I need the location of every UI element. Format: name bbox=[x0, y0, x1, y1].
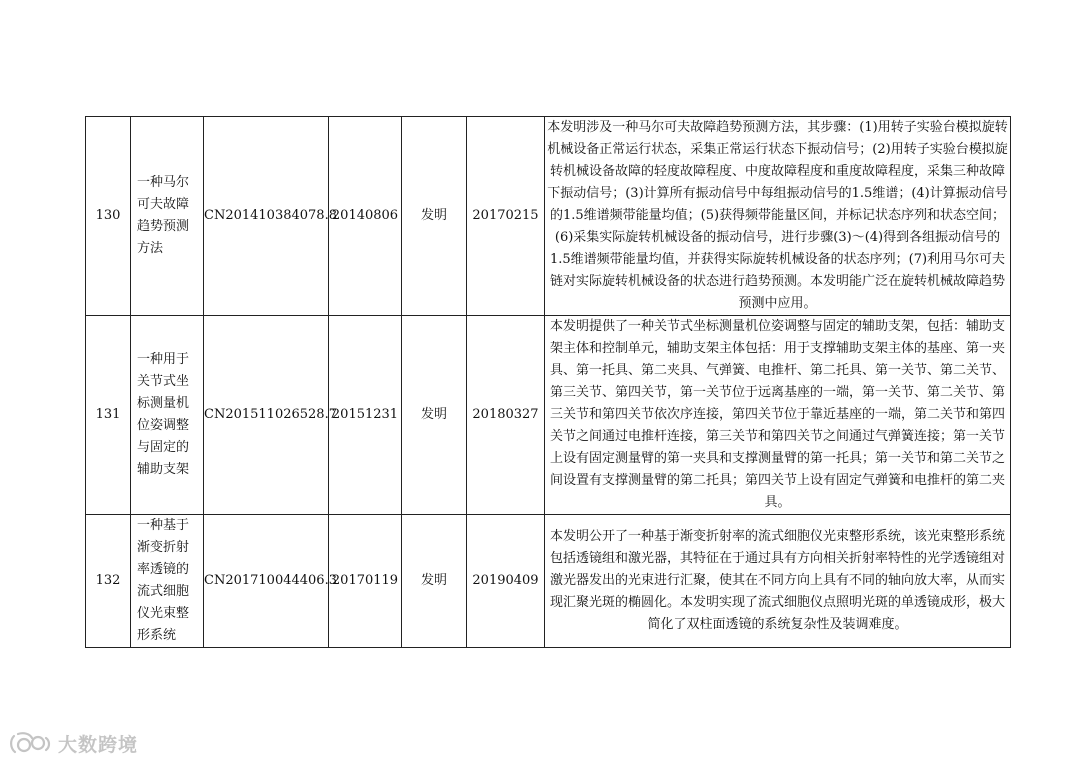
patent-type: 发明 bbox=[402, 117, 467, 316]
patent-name-cell bbox=[131, 117, 204, 316]
application-number: CN201710044406.3 bbox=[204, 515, 329, 648]
table-row bbox=[86, 515, 1011, 648]
patent-table bbox=[85, 116, 1011, 648]
watermark bbox=[8, 728, 138, 758]
table-row bbox=[86, 316, 1011, 515]
table-row bbox=[86, 117, 1011, 316]
weibo-style-logo-icon bbox=[8, 730, 54, 756]
row-number: 131 bbox=[86, 316, 131, 515]
patent-name-cell bbox=[131, 316, 204, 515]
application-number: CN201410384078.8 bbox=[204, 117, 329, 316]
patent-abstract: 本发明提供了一种关节式坐标测量机位姿调整与固定的辅助支架，包括：辅助支架主体和控制单元，辅助支架主体包括：用于支撑辅助支架主体的基座、第一夹具、第一托具、第二夹具、气弹簧、电推杆、第二托具、第一关节、第二关节、第三关节、第四关节，第一关节位于远离基座的一端，第一关节、第二关节、第三关节和第四关节依次序连接，第四关节位于靠近基座的一端，第二关节和第四关节之间通过电推杆连接，第三关节和第四关节之间通过气弹簧连接；第一关节上设有固定测量臂的第一夹具和支撑测量臂的第一托具；第一关节和第二关节之间设置有支撑测量臂的第二托具；第四关节上设有固定气弹簧和电推杆的第二夹具。 bbox=[545, 316, 1011, 515]
application-number: CN201511026528.7 bbox=[204, 316, 329, 515]
row-number: 130 bbox=[86, 117, 131, 316]
grant-date: 20180327 bbox=[467, 316, 545, 515]
patent-type: 发明 bbox=[402, 515, 467, 648]
patent-name: 一种马尔可夫故障趋势预测方法 bbox=[137, 175, 190, 256]
application-date: 20151231 bbox=[329, 316, 402, 515]
application-date: 20170119 bbox=[329, 515, 402, 648]
grant-date: 20170215 bbox=[467, 117, 545, 316]
patent-name: 一种用于关节式坐标测量机位姿调整与固定的辅助支架 bbox=[137, 352, 190, 477]
watermark-text: 大数跨境 bbox=[58, 733, 139, 756]
patent-type: 发明 bbox=[402, 316, 467, 515]
application-date: 20140806 bbox=[329, 117, 402, 316]
row-number: 132 bbox=[86, 515, 131, 648]
patent-abstract: 本发明公开了一种基于渐变折射率的流式细胞仪光束整形系统，该光束整形系统包括透镜组和激光器，其特征在于通过具有方向相关折射率特性的光学透镜组对激光器发出的光束进行汇聚，使其在不同方向上具有不同的轴向放大率，从而实现汇聚光斑的椭圆化。本发明实现了流式细胞仪点照明光斑的单透镜成形，极大简化了双柱面透镜的系统复杂性及装调难度。 bbox=[545, 515, 1011, 648]
grant-date: 20190409 bbox=[467, 515, 545, 648]
patent-name-cell bbox=[131, 515, 204, 648]
patent-abstract: 本发明涉及一种马尔可夫故障趋势预测方法，其步骤：(1)用转子实验台模拟旋转机械设备正常运行状态，采集正常运行状态下振动信号；(2)用转子实验台模拟旋转机械设备故障的轻度故障程度、中度故障程度和重度故障程度，采集三种故障下振动信号；(3)计算所有振动信号中每组振动信号的1.5维谱；(4)计算振动信号的1.5维谱频带能量均值；(5)获得频带能量区间，并标记状态序列和状态空间；(6)采集实际旋转机械设备的振动信号，进行步骤(3)～(4)得到各组振动信号的1.5维谱频带能量均值，并获得实际旋转机械设备的状态序列；(7)利用马尔可夫链对实际旋转机械设备的状态进行趋势预测。本发明能广泛在旋转机械故障趋势预测中应用。 bbox=[545, 117, 1011, 316]
patent-name: 一种基于渐变折射率透镜的流式细胞仪光束整形系统 bbox=[137, 518, 190, 643]
